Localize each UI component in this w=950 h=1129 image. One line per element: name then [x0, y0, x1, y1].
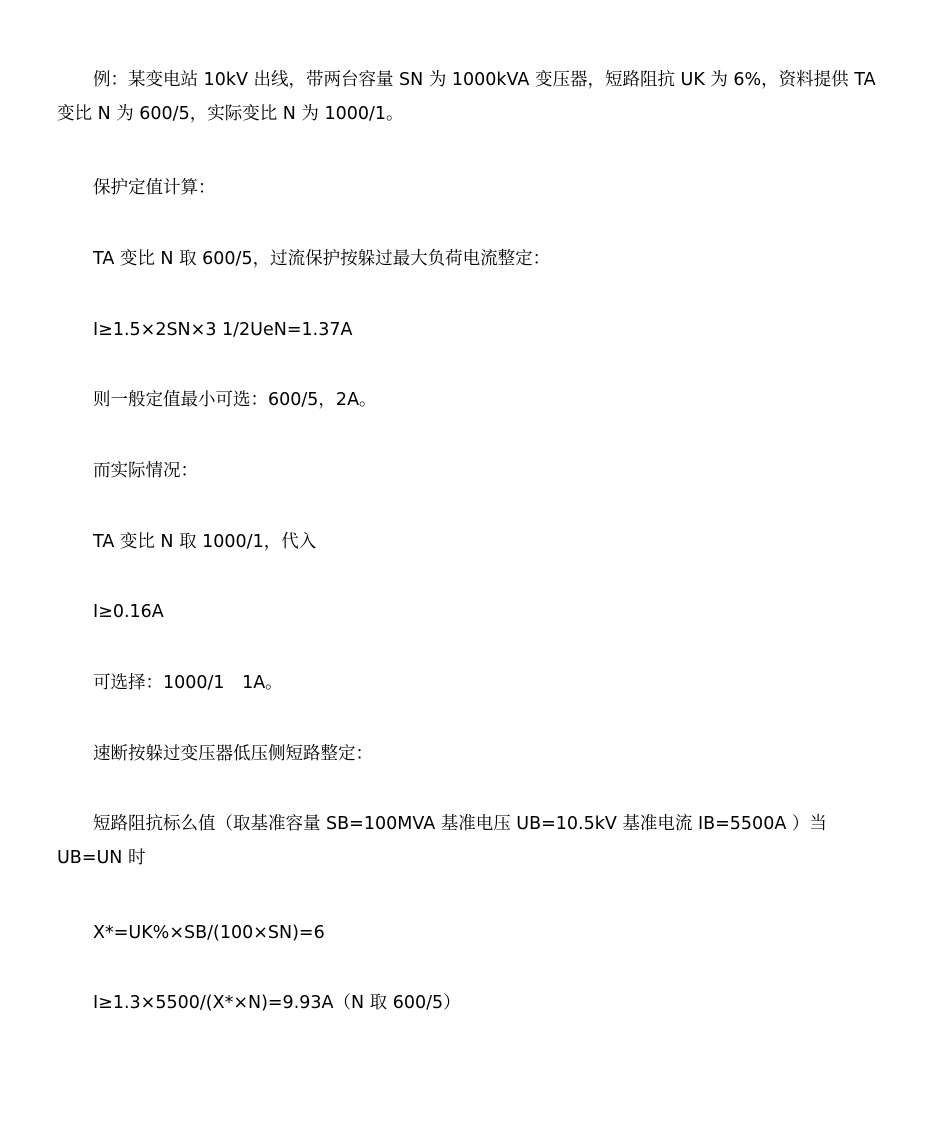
paragraph-selectable: 可选择：1000/1 1A。	[93, 673, 283, 693]
paragraph-protection-setting: 保护定值计算：	[93, 178, 216, 198]
paragraph-formula-x: X*=UK%×SB/(100×SN)=6	[93, 923, 325, 943]
paragraph-current-result: I≥0.16A	[93, 602, 164, 622]
paragraph-formula-i: I≥1.3×5500/(X*×N)=9.93A（N 取 600/5）	[93, 993, 461, 1013]
paragraph-formula-overcurrent: I≥1.5×2SN×3 1/2UeN=1.37A	[93, 320, 353, 340]
paragraph-ta-ratio-1000: TA 变比 N 取 1000/1，代入	[93, 532, 317, 552]
paragraph-per-unit-impedance: 短路阻抗标么值（取基准容量 SB=100MVA 基准电压 UB=10.5kV 基准电流 IB=5500A ）当 UB=UN 时	[57, 814, 827, 868]
paragraph-actual-situation: 而实际情况：	[93, 461, 198, 481]
paragraph-example: 例：某变电站 10kV 出线，带两台容量 SN 为 1000kVA 变压器，短路阻抗 UK 为 6%，资料提供 TA 变比 N 为 600/5，实际变比 N 为 1000/1。	[57, 70, 876, 124]
paragraph-ta-ratio-600: TA 变比 N 取 600/5，过流保护按躲过最大负荷电流整定：	[93, 249, 551, 269]
paragraph-instantaneous: 速断按躲过变压器低压侧短路整定：	[93, 744, 373, 764]
paragraph-min-setting: 则一般定值最小可选：600/5，2A。	[93, 390, 377, 410]
